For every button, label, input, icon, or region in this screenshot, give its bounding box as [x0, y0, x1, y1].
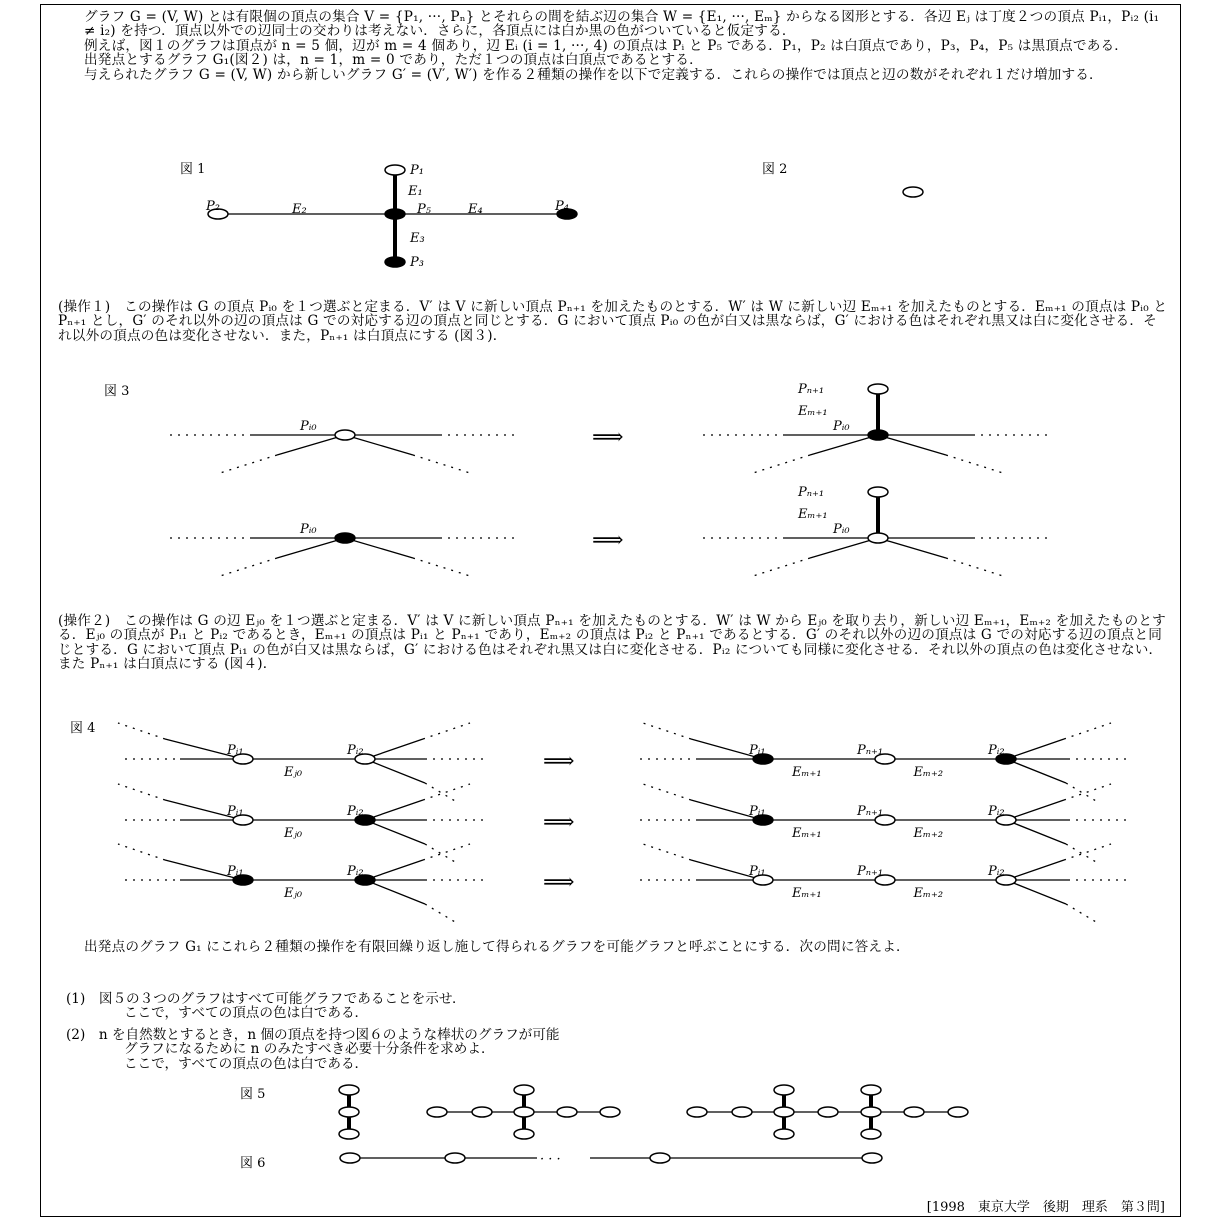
- edge-label: Eⱼ₀: [284, 765, 303, 780]
- vertex-Pi0: [868, 430, 888, 440]
- vertex-Pi0: [868, 533, 888, 543]
- question-1-line-2: ここで，すべての頂点の色は白である．: [124, 1005, 369, 1022]
- vertex-label: Pᵢ₁: [227, 804, 244, 819]
- operation-2-paragraph: (操作２) この操作は G の辺 Eⱼ₀ を１つ選ぶと定まる．V′ は V に新しい頂点 Pₙ₊₁ を加えたものとする．W′ は W から Eⱼ₀ を取り去り，新しい辺 Eₘ₊₁，Eₘ₊₂ を加えたものとする．Eⱼ₀ の頂点が Pᵢ₁ と Pᵢ₂ であるとき，Eₘ₊₁ の頂点は Pᵢ₁ と Pₙ₊₁ であり，Eₘ₊₂ の頂点は Pᵢ₂ と Pₙ₊₁ であるとする．G′ のそれ以外の辺の頂点は G での対応する辺の頂点と同じとする．G において頂点 Pᵢ₁ の色が白又は黒ならば，G′ における色はそれぞれ黒又は白に変化させる．Pᵢ₂ についても同様に変化させる．それ以外の頂点の色は変化させない．また Pₙ₊₁ は白頂点にする (図４)．: [58, 613, 1166, 673]
- white-vertex: [774, 1085, 794, 1095]
- vertex-label: Pᵢ₁: [749, 743, 766, 758]
- vertex-P3: [385, 257, 405, 267]
- implies-arrow: ⟹: [543, 749, 575, 774]
- vertex-label: Pᵢ₀: [300, 419, 317, 434]
- question-2-number: (2): [66, 1027, 86, 1043]
- edge-label: Eₘ₊₂: [913, 886, 944, 901]
- dotted-edge: [118, 723, 165, 739]
- edge-line: [365, 820, 425, 844]
- vertex-label: Pₙ₊₁: [857, 804, 884, 819]
- dotted-edge: [220, 455, 277, 473]
- question-2-line-1: n を自然数とするとき，n 個の頂点を持つ図６のような棒状のグラフが可能: [98, 1027, 560, 1043]
- edge-line: [345, 538, 413, 558]
- white-vertex: [650, 1153, 670, 1163]
- vertex-label: Pᵢ₂: [988, 743, 1005, 758]
- vertex-Pn1: [868, 384, 888, 394]
- edge-line: [345, 435, 413, 455]
- vertex-label: Pᵢ₀: [300, 522, 317, 537]
- white-vertex: [427, 1107, 447, 1117]
- closing-paragraph: 出発点のグラフ G₁ にこれら２種類の操作を有限回繰り返し施して得られるグラフを可能グラフと呼ぶことにする．次の問に答えよ．: [84, 939, 910, 955]
- figure-6-label: 図 6: [240, 1156, 266, 1171]
- edge-line: [277, 538, 345, 558]
- white-vertex: [818, 1107, 838, 1117]
- edge-label: E₁: [408, 184, 423, 199]
- white-vertex: [948, 1107, 968, 1117]
- white-vertex: [557, 1107, 577, 1117]
- question-1-line-1: 図５の３つのグラフはすべて可能グラフであることを示せ．: [98, 991, 466, 1007]
- vertex-P5: [385, 209, 405, 219]
- vertex-label: Pᵢ₂: [988, 804, 1005, 819]
- vertex-label: P₅: [417, 202, 431, 217]
- intro-paragraph-4: 与えられたグラフ G = (V, W) から新しいグラフ G′ = (V′, W′) を作る２種類の操作を以下で定義する．これらの操作では頂点と辺の数がそれぞれ１だけ増加する．: [84, 66, 1103, 83]
- edge-line: [365, 880, 425, 904]
- vertex-label: Pᵢ₂: [988, 864, 1005, 879]
- edge-label: Eₘ₊₂: [913, 765, 944, 780]
- edge-line: [1006, 759, 1066, 783]
- edge-line: [1006, 880, 1066, 904]
- source-footer: [1998 東京大学 後期 理系 第３問]: [926, 1200, 1165, 1215]
- dotted-edge: [118, 844, 165, 860]
- edge-label: Eₘ₊₁: [798, 404, 828, 419]
- edge-label: Eⱼ₀: [284, 826, 303, 841]
- dotted-edge: [425, 844, 455, 862]
- vertex-label: Pₙ₊₁: [798, 382, 825, 397]
- operation-1-paragraph: (操作１) この操作は G の頂点 Pᵢ₀ を１つ選ぶと定まる．V′ は V に新しい頂点 Pₙ₊₁ を加えたものとする．W′ は W に新しい辺 Eₘ₊₁ を加えたものとする．Eₘ₊₁ の頂点は Pᵢ₀ と Pₙ₊₁ とし，G′ のそれ以外の辺の頂点は G での対応する辺の頂点と同じとする．G において頂点 Pᵢ₀ の色が白又は黒ならば，G′ における色はそれぞれ黒又は白に変化させる．それ以外の頂点の色は変化させない．また，Pₙ₊₁ は白頂点にする (図３)．: [58, 299, 1168, 344]
- vertex-label: Pᵢ₂: [347, 804, 364, 819]
- vertex-label: Pᵢ₂: [347, 743, 364, 758]
- white-vertex: [514, 1085, 534, 1095]
- white-vertex: [339, 1107, 359, 1117]
- dotted-edge: [425, 783, 455, 801]
- white-vertex: [600, 1107, 620, 1117]
- figure-5-label: 図 5: [240, 1087, 266, 1102]
- edge-label: Eₘ₊₁: [792, 765, 822, 780]
- edge-line: [365, 759, 425, 783]
- vertex-label: Pₙ₊₁: [798, 485, 825, 500]
- vertex-P1: [385, 165, 405, 175]
- white-vertex: [514, 1129, 534, 1139]
- dotted-edge: [946, 455, 1003, 473]
- edge-line: [878, 538, 946, 558]
- white-vertex: [774, 1129, 794, 1139]
- question-2-line-2: グラフになるために n のみたすべき必要十分条件を求めよ．: [124, 1041, 495, 1058]
- intro-paragraph-1: グラフ G = (V, W) とは有限個の頂点の集合 V = {P₁, ···, Pₙ} とそれらの間を結ぶ辺の集合 W = {E₁, ···, Eₘ} からなる図形とする．各辺 Eⱼ は丁度２つの頂点 Pᵢ₁，Pᵢ₂ (i₁ ≠ i₂) を持つ．頂点以外での辺同士の交わりは考えない．さらに，各頂点には白か黒の色がついていると仮定する．: [84, 9, 1160, 40]
- vertex-label: Pᵢ₂: [347, 864, 364, 879]
- dotted-edge: [425, 904, 455, 922]
- vertex-label: P₃: [410, 255, 424, 270]
- edge-label: Eₘ₊₁: [792, 826, 822, 841]
- dotted-edge: [753, 455, 810, 473]
- figure-3-label: 図 3: [104, 384, 130, 399]
- edge-label: Eₘ₊₂: [913, 826, 944, 841]
- white-vertex: [774, 1107, 794, 1117]
- vertex-label: Pᵢ₁: [227, 743, 244, 758]
- figure-1-label: 図 1: [180, 162, 206, 177]
- vertex-label: P₄: [555, 199, 569, 214]
- white-vertex: [340, 1153, 360, 1163]
- white-vertex: [862, 1153, 882, 1163]
- white-vertex: [514, 1107, 534, 1117]
- edge-line: [1006, 820, 1066, 844]
- vertex-label: Pᵢ₀: [833, 522, 850, 537]
- edge-label: Eₘ₊₁: [798, 507, 828, 522]
- vertex-Pi0: [335, 533, 355, 543]
- dotted-edge: [423, 784, 470, 800]
- dotted-edge: [643, 784, 691, 800]
- vertex-label: Pᵢ₁: [749, 864, 766, 879]
- intro-paragraph-2: 例えば，図１のグラフは頂点が n = 5 個，辺が m = 4 個あり，辺 Eᵢ (i = 1, ···, 4) の頂点は Pᵢ と P₅ である．P₁，P₂ は白頂点であり，P₃，P₄，P₅ は黒頂点である．: [84, 37, 1129, 54]
- vertex-label: Pᵢ₁: [749, 804, 766, 819]
- white-vertex: [861, 1107, 881, 1117]
- edge-label: E₂: [292, 202, 307, 217]
- implies-arrow: ⟹: [543, 810, 575, 835]
- dotted-edge: [1066, 783, 1096, 801]
- vertex-label: P₂: [206, 199, 220, 214]
- vertex-label: Pₙ₊₁: [857, 864, 884, 879]
- dotted-edge: [753, 558, 810, 576]
- white-vertex: [732, 1107, 752, 1117]
- edge-label: E₄: [468, 202, 483, 217]
- edge-line: [810, 435, 878, 455]
- edge-line: [277, 435, 345, 455]
- question-1-number: (1): [66, 991, 86, 1007]
- vertex-label: Pᵢ₁: [227, 864, 244, 879]
- edge-label: E₃: [410, 231, 425, 246]
- dotted-edge: [643, 723, 691, 739]
- white-vertex: [687, 1107, 707, 1117]
- dotted-edge: [946, 558, 1003, 576]
- vertex-label: Pₙ₊₁: [857, 743, 884, 758]
- dotted-edge: [220, 558, 277, 576]
- white-vertex: [445, 1153, 465, 1163]
- edge-label: Eₘ₊₁: [792, 886, 822, 901]
- vertex-Pn1: [868, 487, 888, 497]
- edge-label: Eⱼ₀: [284, 886, 303, 901]
- implies-arrow: ⟹: [592, 528, 624, 553]
- vertex-Pi0: [335, 430, 355, 440]
- figure-4-label: 図 4: [70, 721, 96, 736]
- dotted-edge: [423, 723, 470, 739]
- edge-line: [878, 435, 946, 455]
- implies-arrow: ⟹: [543, 870, 575, 895]
- dotted-edge: [413, 558, 470, 576]
- white-vertex: [339, 1085, 359, 1095]
- dotted-edge: [1066, 904, 1096, 922]
- white-vertex: [339, 1129, 359, 1139]
- vertex-label: Pᵢ₀: [833, 419, 850, 434]
- white-vertex: [861, 1085, 881, 1095]
- dotted-edge: [118, 784, 165, 800]
- white-vertex: [472, 1107, 492, 1117]
- white-vertex: [861, 1129, 881, 1139]
- question-2-line-3: ここで，すべての頂点の色は白である．: [124, 1055, 369, 1072]
- vertex-label: P₁: [410, 163, 424, 178]
- dotted-edge: [1066, 844, 1096, 862]
- edge-line: [810, 538, 878, 558]
- ellipsis-label: · · ·: [540, 1152, 561, 1167]
- intro-paragraph-3: 出発点とするグラフ G₁(図２) は，n = 1，m = 0 であり，ただ１つの頂点は白頂点であるとする．: [84, 52, 703, 69]
- vertex-G1: [903, 187, 923, 197]
- dotted-edge: [1064, 784, 1111, 800]
- dotted-edge: [1064, 723, 1111, 739]
- dotted-edge: [413, 455, 470, 473]
- figure-2-label: 図 2: [762, 162, 788, 177]
- dotted-edge: [643, 844, 691, 860]
- white-vertex: [904, 1107, 924, 1117]
- implies-arrow: ⟹: [592, 425, 624, 450]
